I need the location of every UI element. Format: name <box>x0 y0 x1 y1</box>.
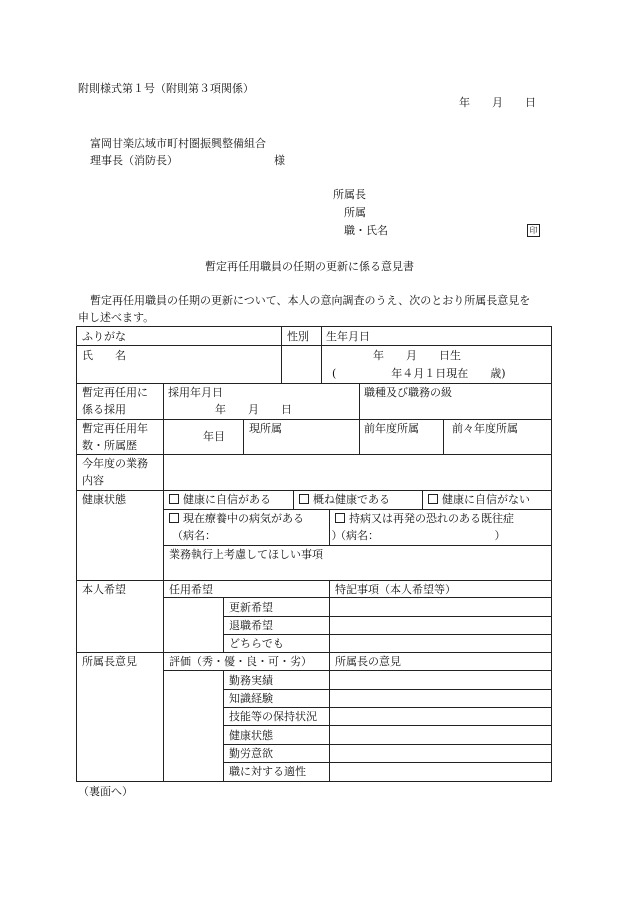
opinion-form-table <box>76 326 552 782</box>
label-manager: 所属長意見 <box>82 655 137 668</box>
label-hire-2: 係る採用 <box>82 403 126 416</box>
label-gender: 性別 <box>287 330 309 343</box>
intro-line-1: 暫定再任用職員の任期の更新について、本人の意向調査のうえ、次のとおり所属長意見を <box>90 294 531 307</box>
label-rating: 評価（秀・優・良・可・劣） <box>169 655 312 668</box>
label-prev-dept: 前年度所属 <box>364 422 419 435</box>
health-option-3[interactable]: 健康に自信がない <box>428 494 530 505</box>
recipient-title: 理事長（消防長） <box>90 154 178 167</box>
label-duties-1: 今年度の業務 <box>82 457 148 470</box>
label-employ-wish: 任用希望 <box>169 583 213 596</box>
footer-note: （裏面へ） <box>78 785 133 798</box>
label-position: 職種及び職務の級 <box>364 386 452 399</box>
label-manager-opinion: 所属長の意見 <box>335 655 401 668</box>
date-line: 年 月 日 <box>459 96 536 109</box>
sender-role: 所属長 <box>333 188 366 201</box>
criterion-knowledge: 知識経験 <box>229 692 273 705</box>
label-furigana: ふりがな <box>82 330 126 343</box>
label-hire-1: 暫定再任用に <box>82 386 148 399</box>
criterion-aptitude: 職に対する適性 <box>229 765 306 778</box>
birth-ymd: 年 月 日生 <box>373 349 461 362</box>
recipient-org: 富岡甘楽広域市町村圏振興整備組合 <box>90 137 266 150</box>
checkbox-icon <box>169 513 179 523</box>
label-special: 特記事項（本人希望等） <box>335 583 456 596</box>
label-prev2-dept: 前々年度所属 <box>452 422 518 435</box>
checkbox-icon <box>335 513 345 523</box>
checkbox-icon <box>299 494 309 504</box>
criterion-health: 健康状態 <box>229 729 273 742</box>
label-birthdate: 生年月日 <box>326 330 370 343</box>
year-count: 年目 <box>203 430 225 443</box>
chronic-name: （病名： ） <box>335 529 506 542</box>
label-duties-2: 内容 <box>82 474 104 487</box>
illness-option[interactable]: 現在療養中の病気がある <box>169 513 304 524</box>
wish-option-2[interactable]: 退職希望 <box>229 619 273 632</box>
document-title: 暫定再任用職員の任期の更新に係る意見書 <box>205 260 414 273</box>
checkbox-icon <box>428 494 438 504</box>
wish-option-1[interactable]: 更新希望 <box>229 601 273 614</box>
label-hire-date: 採用年月日 <box>168 386 223 399</box>
label-years-2: 数・所属歴 <box>82 439 137 452</box>
wish-option-3[interactable]: どちらでも <box>229 637 284 650</box>
hire-ymd: 年 月 日 <box>215 403 292 416</box>
criterion-motivation: 勤労意欲 <box>229 747 273 760</box>
health-option-1[interactable]: 健康に自信がある <box>169 494 271 505</box>
recipient-honorific: 様 <box>274 154 285 167</box>
intro-line-2: 申し述べます。 <box>78 311 155 324</box>
label-current-dept: 現所属 <box>249 422 282 435</box>
sender-dept: 所属 <box>344 206 366 219</box>
chronic-option[interactable]: 持病又は再発の恐れのある既往症 <box>335 513 514 524</box>
label-years-1: 暫定再任用年 <box>82 422 148 435</box>
health-option-2[interactable]: 概ね健康である <box>299 494 390 505</box>
checkbox-icon <box>169 494 179 504</box>
sender-name: 職・氏名 <box>344 224 388 237</box>
seal-mark: 印 <box>527 224 540 237</box>
criterion-performance: 勤務実績 <box>229 674 273 687</box>
age-note: ( 年４月１日現在 歳) <box>332 367 506 380</box>
form-number: 附則様式第１号（附則第３項関係） <box>78 82 254 95</box>
label-health: 健康状態 <box>82 493 126 506</box>
label-consideration: 業務執行上考慮してほしい事項 <box>169 548 323 561</box>
criterion-skills: 技能等の保持状況 <box>229 710 317 723</box>
label-wish: 本人希望 <box>82 583 126 596</box>
label-name: 氏 名 <box>82 349 126 362</box>
illness-name: （病名： ） <box>172 529 343 542</box>
